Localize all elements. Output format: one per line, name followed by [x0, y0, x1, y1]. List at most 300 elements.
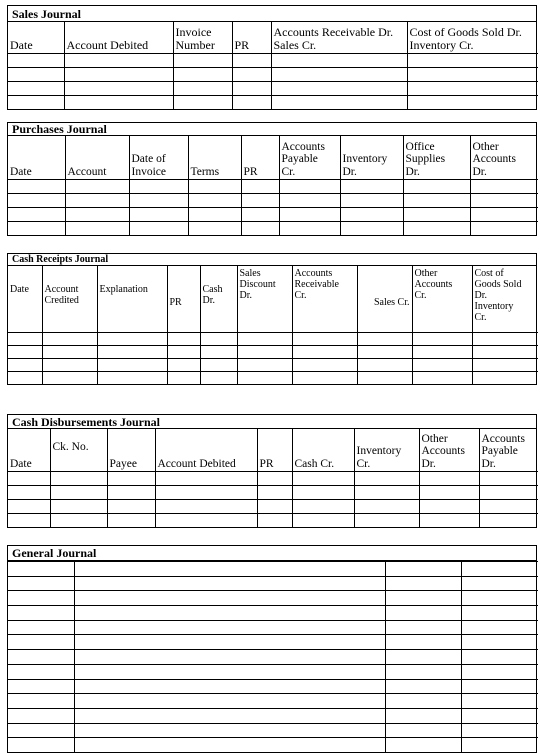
cell[interactable]: [403, 179, 470, 193]
cell[interactable]: [292, 358, 357, 371]
cell[interactable]: [403, 207, 470, 221]
cell[interactable]: [8, 95, 64, 109]
col-account-debited: Account Debited: [64, 22, 173, 53]
cell[interactable]: [385, 620, 461, 635]
cell[interactable]: [271, 67, 407, 81]
cell[interactable]: [385, 562, 461, 577]
cell[interactable]: [357, 345, 412, 358]
cell[interactable]: [74, 606, 385, 621]
cell[interactable]: [354, 513, 419, 527]
cell[interactable]: [8, 650, 74, 665]
cell[interactable]: [479, 513, 538, 527]
col-other-accounts: [470, 136, 538, 179]
cell[interactable]: [107, 485, 155, 499]
cell[interactable]: [8, 708, 74, 723]
cell[interactable]: [65, 207, 129, 221]
cell[interactable]: [472, 371, 538, 384]
entry-row[interactable]: [8, 591, 538, 606]
cell[interactable]: [42, 345, 97, 358]
cell[interactable]: [292, 371, 357, 384]
cell[interactable]: [65, 221, 129, 235]
header-line: Dr.: [202, 295, 215, 306]
cell[interactable]: [232, 81, 271, 95]
col-pr: PR: [257, 429, 292, 471]
cell[interactable]: [470, 179, 538, 193]
cell[interactable]: [188, 193, 241, 207]
cell[interactable]: [412, 345, 472, 358]
cell[interactable]: [271, 95, 407, 109]
col-accounts-receivable: [292, 266, 357, 332]
header-line: Inventory: [342, 153, 388, 166]
col-date: Date: [8, 429, 50, 471]
entry-row[interactable]: [8, 179, 538, 193]
cell[interactable]: [354, 499, 419, 513]
cell[interactable]: [385, 664, 461, 679]
cell[interactable]: [292, 345, 357, 358]
col-account-debited: Account Debited: [155, 429, 257, 471]
header-line: Accounts Receivable Dr.: [273, 25, 394, 40]
header-line: Supplies: [405, 153, 446, 166]
cash-disbursements-journal-table: [8, 429, 538, 527]
cell[interactable]: [65, 193, 129, 207]
col-inventory: [340, 136, 403, 179]
cell[interactable]: [407, 81, 538, 95]
cell[interactable]: [8, 179, 65, 193]
cell[interactable]: [8, 664, 74, 679]
cell[interactable]: [385, 694, 461, 709]
col-cost-of-goods-sold: [472, 266, 538, 332]
cell[interactable]: [107, 499, 155, 513]
cell[interactable]: [42, 371, 97, 384]
cell[interactable]: [42, 358, 97, 371]
cell[interactable]: [479, 471, 538, 485]
cell[interactable]: [200, 371, 237, 384]
header-line: Dr.: [342, 165, 357, 178]
cell[interactable]: [412, 358, 472, 371]
general-journal-table: [8, 561, 538, 752]
header-line: Goods Sold: [474, 279, 522, 290]
cell[interactable]: [241, 221, 279, 235]
cell[interactable]: [271, 53, 407, 67]
entry-row[interactable]: [8, 53, 538, 67]
cell[interactable]: [419, 499, 479, 513]
col-payee: Payee: [107, 429, 155, 471]
col-accounts-receivable: [271, 22, 407, 53]
entry-row[interactable]: [8, 345, 538, 358]
cell[interactable]: [167, 332, 200, 345]
col-cost-of-goods-sold: [407, 22, 538, 53]
cell[interactable]: [8, 635, 74, 650]
cell[interactable]: [50, 499, 107, 513]
cell[interactable]: [292, 485, 354, 499]
cell[interactable]: [461, 606, 538, 621]
cell[interactable]: [64, 53, 173, 67]
entry-row[interactable]: [8, 723, 538, 738]
cell[interactable]: [407, 67, 538, 81]
cell[interactable]: [385, 591, 461, 606]
header-line: Dr.: [481, 457, 496, 470]
entry-row[interactable]: [8, 332, 538, 345]
cell[interactable]: [472, 345, 538, 358]
cell[interactable]: [461, 708, 538, 723]
cell[interactable]: [407, 95, 538, 109]
cell[interactable]: [129, 207, 188, 221]
cell[interactable]: [461, 694, 538, 709]
entry-row[interactable]: [8, 67, 538, 81]
cell[interactable]: [8, 471, 50, 485]
cell[interactable]: [419, 485, 479, 499]
cell[interactable]: [8, 499, 50, 513]
cell[interactable]: [461, 576, 538, 591]
entry-row[interactable]: [8, 694, 538, 709]
cell[interactable]: [107, 513, 155, 527]
cell[interactable]: [470, 193, 538, 207]
cell[interactable]: [340, 221, 403, 235]
header-line: Accounts: [414, 279, 453, 290]
cell[interactable]: [257, 485, 292, 499]
purchases-journal-title: Purchases Journal: [8, 123, 536, 136]
header-line: Dr.: [421, 457, 436, 470]
entry-row[interactable]: [8, 606, 538, 621]
cell[interactable]: [403, 221, 470, 235]
cell[interactable]: [97, 371, 167, 384]
cell[interactable]: [8, 591, 74, 606]
cell[interactable]: [8, 620, 74, 635]
col-date: Date: [8, 136, 65, 179]
col-cash: [200, 266, 237, 332]
cell[interactable]: [292, 471, 354, 485]
cell[interactable]: [107, 471, 155, 485]
cell[interactable]: [470, 207, 538, 221]
col-terms: Terms: [188, 136, 241, 179]
col-cash: Cash Cr.: [292, 429, 354, 471]
cell[interactable]: [279, 179, 340, 193]
entry-row[interactable]: [8, 193, 538, 207]
cell[interactable]: [74, 620, 385, 635]
col-accounts-payable: [479, 429, 538, 471]
cell[interactable]: [340, 179, 403, 193]
entry-row[interactable]: [8, 576, 538, 591]
cell[interactable]: [292, 513, 354, 527]
header-line: Cost of Goods Sold Dr.: [409, 25, 522, 40]
cell[interactable]: [8, 694, 74, 709]
header-line: Accounts: [281, 140, 325, 153]
cell[interactable]: [188, 221, 241, 235]
cell[interactable]: [257, 499, 292, 513]
col-explanation: Explanation: [97, 266, 167, 332]
cell[interactable]: [257, 471, 292, 485]
header-line: Accounts: [481, 432, 525, 445]
cell[interactable]: [461, 635, 538, 650]
cell[interactable]: [479, 499, 538, 513]
header-line: Inventory: [356, 445, 402, 458]
entry-row[interactable]: [8, 562, 538, 577]
header-line: Cr.: [414, 290, 427, 301]
cell[interactable]: [173, 67, 232, 81]
header-line: Date of: [131, 153, 166, 166]
cell[interactable]: [64, 81, 173, 95]
cell[interactable]: [472, 332, 538, 345]
cell[interactable]: [472, 358, 538, 371]
header-line: Sales Cr.: [273, 38, 317, 53]
cell[interactable]: [173, 95, 232, 109]
col-invoice-number: [173, 22, 232, 53]
cell[interactable]: [200, 345, 237, 358]
cell[interactable]: [155, 499, 257, 513]
cell[interactable]: [232, 95, 271, 109]
header-line: Discount: [239, 279, 276, 290]
cell[interactable]: [74, 664, 385, 679]
entry-row[interactable]: [8, 95, 538, 109]
cash-receipts-journal-title: Cash Receipts Journal: [8, 254, 536, 266]
cell[interactable]: [340, 193, 403, 207]
header-line: Cr.: [474, 312, 487, 323]
cash-disbursements-journal: [7, 414, 537, 528]
entry-row[interactable]: [8, 738, 538, 753]
header-line: Credited: [44, 295, 79, 306]
cell[interactable]: [461, 723, 538, 738]
cell[interactable]: [50, 471, 107, 485]
cell[interactable]: [8, 606, 74, 621]
cell[interactable]: [419, 471, 479, 485]
cell[interactable]: [74, 635, 385, 650]
cell[interactable]: [470, 221, 538, 235]
entry-row[interactable]: [8, 371, 538, 384]
col-date: Date: [8, 22, 64, 53]
cell[interactable]: [292, 332, 357, 345]
header-line: Other: [472, 140, 499, 153]
cell[interactable]: [8, 345, 42, 358]
cell[interactable]: [97, 332, 167, 345]
col-sales-discount: [237, 266, 292, 332]
entry-row[interactable]: [8, 650, 538, 665]
cell[interactable]: [74, 576, 385, 591]
header-line: Inventory: [474, 301, 514, 312]
cell[interactable]: [461, 664, 538, 679]
col-accounts-payable: [279, 136, 340, 179]
cell[interactable]: [237, 371, 292, 384]
cell[interactable]: [8, 81, 64, 95]
cell[interactable]: [241, 193, 279, 207]
cell[interactable]: [385, 723, 461, 738]
cell[interactable]: [407, 53, 538, 67]
header-line: Accounts: [294, 268, 333, 279]
cell[interactable]: [188, 179, 241, 193]
col-date-of-invoice: [129, 136, 188, 179]
cell[interactable]: [8, 67, 64, 81]
entry-row[interactable]: [8, 664, 538, 679]
header-line: Cash: [202, 284, 223, 295]
entry-row[interactable]: [8, 221, 538, 235]
entry-row[interactable]: [8, 708, 538, 723]
cell[interactable]: [64, 67, 173, 81]
general-journal-title: General Journal: [8, 546, 536, 561]
col-office-supplies: [403, 136, 470, 179]
cell[interactable]: [155, 471, 257, 485]
entry-row[interactable]: [8, 679, 538, 694]
header-line: Other: [414, 268, 438, 279]
cell[interactable]: [167, 358, 200, 371]
col-check-number: Ck. No.: [50, 429, 107, 471]
header-line: Invoice: [131, 165, 166, 178]
header-row: [8, 22, 538, 53]
cell[interactable]: [241, 179, 279, 193]
cell[interactable]: [8, 371, 42, 384]
cell[interactable]: [8, 679, 74, 694]
header-line: Account: [44, 284, 79, 295]
col-other-accounts: [412, 266, 472, 332]
header-line: Dr.: [474, 290, 487, 301]
cell[interactable]: [200, 358, 237, 371]
cell[interactable]: [74, 723, 385, 738]
col-pr: PR: [241, 136, 279, 179]
cell[interactable]: [97, 358, 167, 371]
cell[interactable]: [385, 708, 461, 723]
cash-receipts-journal: [7, 253, 537, 385]
sales-journal-table: [8, 22, 538, 109]
cell[interactable]: [167, 371, 200, 384]
cell[interactable]: [354, 471, 419, 485]
cell[interactable]: [461, 591, 538, 606]
cell[interactable]: [8, 723, 74, 738]
cell[interactable]: [479, 485, 538, 499]
cell[interactable]: [385, 576, 461, 591]
cell[interactable]: [232, 67, 271, 81]
header-line: Cr.: [281, 165, 296, 178]
cell[interactable]: [340, 207, 403, 221]
cell[interactable]: [403, 193, 470, 207]
header-line: Other: [421, 432, 448, 445]
header-line: Payable: [281, 153, 318, 166]
header-line: Receivable: [294, 279, 339, 290]
purchases-journal-table: [8, 136, 538, 235]
cell[interactable]: [232, 53, 271, 67]
cell[interactable]: [74, 562, 385, 577]
cell[interactable]: [8, 332, 42, 345]
cell[interactable]: [385, 635, 461, 650]
cell[interactable]: [461, 738, 538, 753]
cell[interactable]: [237, 358, 292, 371]
entry-row[interactable]: [8, 471, 538, 485]
cell[interactable]: [8, 738, 74, 753]
cell[interactable]: [357, 371, 412, 384]
cell[interactable]: [237, 345, 292, 358]
cell[interactable]: [412, 332, 472, 345]
cell[interactable]: [173, 53, 232, 67]
cell[interactable]: [8, 193, 65, 207]
header-line: Dr.: [239, 290, 252, 301]
cell[interactable]: [155, 485, 257, 499]
header-line: Inventory Cr.: [409, 38, 474, 53]
cell[interactable]: [97, 345, 167, 358]
cell[interactable]: [357, 358, 412, 371]
cell[interactable]: [241, 207, 279, 221]
cell[interactable]: [461, 562, 538, 577]
cell[interactable]: [129, 179, 188, 193]
cell[interactable]: [461, 620, 538, 635]
entry-row[interactable]: [8, 635, 538, 650]
cell[interactable]: [8, 562, 74, 577]
cell[interactable]: [385, 738, 461, 753]
cell[interactable]: [279, 207, 340, 221]
cell[interactable]: [8, 485, 50, 499]
header-line: Invoice: [175, 25, 212, 40]
header-row: [8, 136, 538, 179]
cell[interactable]: [74, 694, 385, 709]
header-line: Dr.: [405, 165, 420, 178]
cell[interactable]: [357, 332, 412, 345]
cell[interactable]: [173, 81, 232, 95]
col-account: Account: [65, 136, 129, 179]
cell[interactable]: [64, 95, 173, 109]
cell[interactable]: [167, 345, 200, 358]
cell[interactable]: [385, 606, 461, 621]
cell[interactable]: [292, 499, 354, 513]
cell[interactable]: [461, 679, 538, 694]
cell[interactable]: [155, 513, 257, 527]
cell[interactable]: [8, 53, 64, 67]
cell[interactable]: [129, 193, 188, 207]
cell[interactable]: [257, 513, 292, 527]
cell[interactable]: [74, 738, 385, 753]
entry-row[interactable]: [8, 620, 538, 635]
cell[interactable]: [8, 576, 74, 591]
cell[interactable]: [8, 207, 65, 221]
header-line: Accounts: [421, 445, 465, 458]
cell[interactable]: [419, 513, 479, 527]
cell[interactable]: [8, 358, 42, 371]
entry-row[interactable]: [8, 207, 538, 221]
header-line: Number: [175, 38, 215, 53]
cell[interactable]: [200, 332, 237, 345]
header-line: Payable: [481, 445, 518, 458]
cell[interactable]: [50, 513, 107, 527]
cell[interactable]: [74, 679, 385, 694]
cell[interactable]: [50, 485, 107, 499]
cell[interactable]: [8, 221, 65, 235]
header-line: Dr.: [472, 165, 487, 178]
entry-row[interactable]: [8, 81, 538, 95]
cell[interactable]: [385, 679, 461, 694]
entry-row[interactable]: [8, 485, 538, 499]
cell[interactable]: [42, 332, 97, 345]
cell[interactable]: [74, 650, 385, 665]
cell[interactable]: [8, 513, 50, 527]
cell[interactable]: [354, 485, 419, 499]
cell[interactable]: [461, 650, 538, 665]
entry-row[interactable]: [8, 499, 538, 513]
col-inventory: [354, 429, 419, 471]
cell[interactable]: [412, 371, 472, 384]
cell[interactable]: [65, 179, 129, 193]
cell[interactable]: [237, 332, 292, 345]
col-other-accounts: [419, 429, 479, 471]
col-account-credited: [42, 266, 97, 332]
cell[interactable]: [129, 221, 188, 235]
cell[interactable]: [74, 591, 385, 606]
cell[interactable]: [188, 207, 241, 221]
purchases-journal: [7, 122, 537, 236]
entry-row[interactable]: [8, 513, 538, 527]
header-row: [8, 429, 538, 471]
cell[interactable]: [385, 650, 461, 665]
cell[interactable]: [74, 708, 385, 723]
cell[interactable]: [279, 193, 340, 207]
entry-row[interactable]: [8, 358, 538, 371]
cell[interactable]: [271, 81, 407, 95]
cell[interactable]: [279, 221, 340, 235]
col-pr: PR: [232, 22, 271, 53]
